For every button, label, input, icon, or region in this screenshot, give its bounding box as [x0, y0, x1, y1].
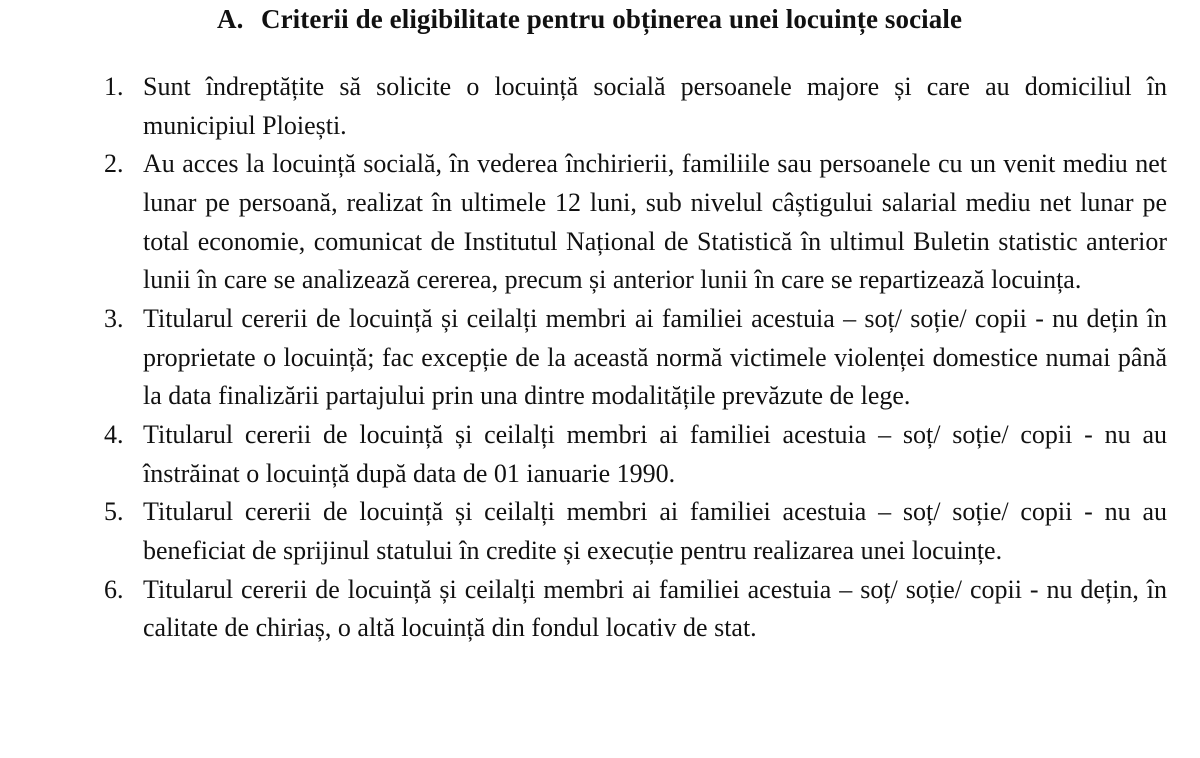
criterion-item-1 [0, 68, 1167, 145]
section-title: Criterii de eligibilitate pentru obținerea unei locuințe sociale [261, 4, 963, 34]
criterion-number: 2. [104, 149, 124, 179]
criterion-item-2 [0, 145, 1167, 299]
criterion-number: 6. [104, 574, 124, 604]
criterion-item-4 [0, 416, 1167, 493]
criterion-number: 4. [104, 419, 124, 449]
section-heading [217, 2, 1177, 36]
criterion-text: Au acces la locuință socială, în vederea închirierii, familiile sau persoanele cu un venit mediu net lunar pe persoană, realizat în ultimele 12 luni, sub nivelul câștigului salarial mediu net lunar pe total economie, comunicat de Institutul Național de Statistică în ultimul Buletin statistic anterior lunii în care se analizează cererea, precum și anterior lunii în care se repartizează locuința. [143, 149, 1167, 295]
criterion-text: Titularul cererii de locuință și ceilalți membri ai familiei acestuia – soț/ soție/ copii - nu dețin în proprietate o locuință; fac excepție de la această normă victimele violenței domestice numai până la data finalizării partajului prin una dintre modalitățile prevăzute de lege. [143, 303, 1167, 411]
criterion-text: Titularul cererii de locuință și ceilalți membri ai familiei acestuia – soț/ soție/ copii - nu au beneficiat de sprijinul statului în credite și execuție pentru realizarea unei locuințe. [143, 497, 1167, 565]
criterion-item-5 [0, 493, 1167, 570]
criterion-number: 5. [104, 497, 124, 527]
criterion-text: Titularul cererii de locuință și ceilalți membri ai familiei acestuia – soț/ soție/ copii - nu dețin, în calitate de chiriaș, o altă locuință din fondul locativ de stat. [143, 574, 1167, 643]
criterion-text: Titularul cererii de locuință și ceilalți membri ai familiei acestuia – soț/ soție/ copii - nu au înstrăinat o locuință după data de 01 ianuarie 1990. [143, 419, 1167, 488]
criterion-item-6 [0, 571, 1167, 648]
criteria-list [0, 68, 1200, 648]
criterion-item-3 [0, 300, 1167, 416]
section-marker: A. [217, 4, 244, 34]
criterion-number: 1. [104, 72, 124, 101]
criterion-text: Sunt îndreptățite să solicite o locuință socială persoanele majore și care au domiciliul în municipiul Ploiești. [143, 72, 1167, 140]
criterion-number: 3. [104, 303, 124, 333]
